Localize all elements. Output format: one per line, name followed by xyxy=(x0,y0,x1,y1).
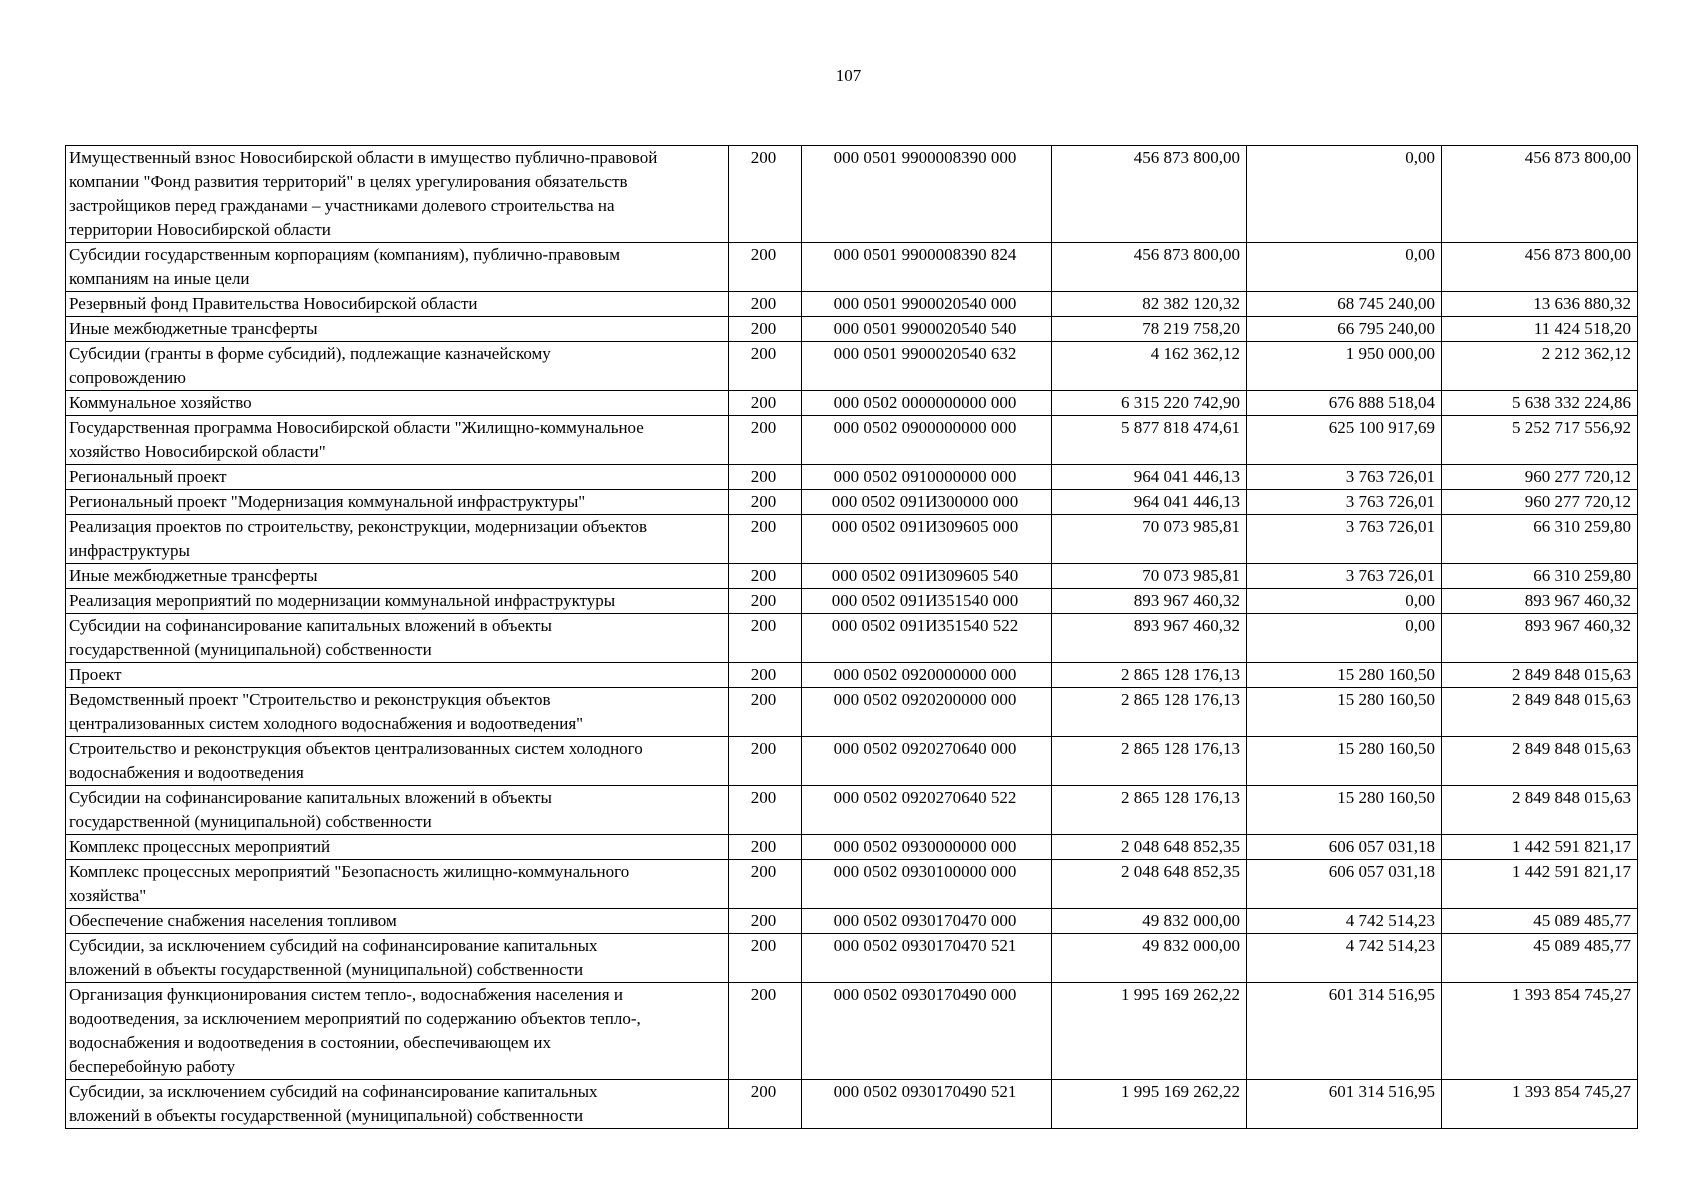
row-kbk-cell: 000 0502 0910000000 000 xyxy=(802,465,1052,490)
row-name-cell: Региональный проект "Модернизация коммунальной инфраструктуры" xyxy=(66,490,729,515)
row-kbk-cell: 000 0501 9900020540 000 xyxy=(802,292,1052,317)
table-row xyxy=(66,292,1638,317)
row-code-cell: 200 xyxy=(729,416,802,465)
row-executed-cell: 0,00 xyxy=(1247,243,1442,292)
row-executed-cell: 676 888 518,04 xyxy=(1247,391,1442,416)
row-amount-cell: 78 219 758,20 xyxy=(1052,317,1247,342)
row-code-cell: 200 xyxy=(729,465,802,490)
table-row xyxy=(66,909,1638,934)
row-name-cell: Комплекс процессных мероприятий xyxy=(66,835,729,860)
row-kbk-cell: 000 0501 9900008390 824 xyxy=(802,243,1052,292)
row-executed-cell: 3 763 726,01 xyxy=(1247,465,1442,490)
row-executed-cell: 625 100 917,69 xyxy=(1247,416,1442,465)
row-code-cell: 200 xyxy=(729,786,802,835)
row-amount-cell: 2 865 128 176,13 xyxy=(1052,786,1247,835)
table-row xyxy=(66,786,1638,835)
row-executed-cell: 15 280 160,50 xyxy=(1247,688,1442,737)
row-amount-cell: 4 162 362,12 xyxy=(1052,342,1247,391)
table-row xyxy=(66,835,1638,860)
table-row xyxy=(66,688,1638,737)
row-name-cell: Ведомственный проект "Строительство и реконструкция объектов централизованных систем холодного водоснабжения и водоотведения" xyxy=(66,688,729,737)
budget-table-body xyxy=(66,146,1638,1129)
table-row xyxy=(66,860,1638,909)
row-name-cell: Иные межбюджетные трансферты xyxy=(66,317,729,342)
row-kbk-cell: 000 0502 0920200000 000 xyxy=(802,688,1052,737)
row-code-cell: 200 xyxy=(729,860,802,909)
row-code-cell: 200 xyxy=(729,737,802,786)
row-kbk-cell: 000 0501 9900020540 632 xyxy=(802,342,1052,391)
table-row xyxy=(66,243,1638,292)
row-kbk-cell: 000 0502 0930170490 000 xyxy=(802,983,1052,1080)
row-remaining-cell: 5 638 332 224,86 xyxy=(1442,391,1638,416)
row-executed-cell: 601 314 516,95 xyxy=(1247,1080,1442,1129)
row-executed-cell: 4 742 514,23 xyxy=(1247,909,1442,934)
row-code-cell: 200 xyxy=(729,243,802,292)
table-row xyxy=(66,317,1638,342)
row-name-cell: Строительство и реконструкция объектов централизованных систем холодного водоснабжения и водоотведения xyxy=(66,737,729,786)
row-kbk-cell: 000 0502 091И351540 522 xyxy=(802,614,1052,663)
row-name-cell: Коммунальное хозяйство xyxy=(66,391,729,416)
row-executed-cell: 0,00 xyxy=(1247,146,1442,243)
row-code-cell: 200 xyxy=(729,614,802,663)
row-executed-cell: 4 742 514,23 xyxy=(1247,934,1442,983)
row-code-cell: 200 xyxy=(729,564,802,589)
table-row xyxy=(66,416,1638,465)
row-amount-cell: 6 315 220 742,90 xyxy=(1052,391,1247,416)
table-row xyxy=(66,934,1638,983)
row-amount-cell: 456 873 800,00 xyxy=(1052,243,1247,292)
row-name-cell: Субсидии, за исключением субсидий на софинансирование капитальных вложений в объекты государственной (муниципальной) собственности xyxy=(66,1080,729,1129)
row-remaining-cell: 2 212 362,12 xyxy=(1442,342,1638,391)
table-row xyxy=(66,663,1638,688)
row-amount-cell: 2 865 128 176,13 xyxy=(1052,737,1247,786)
row-name-cell: Комплекс процессных мероприятий "Безопасность жилищно-коммунального хозяйства" xyxy=(66,860,729,909)
row-kbk-cell: 000 0501 9900020540 540 xyxy=(802,317,1052,342)
row-name-cell: Резервный фонд Правительства Новосибирской области xyxy=(66,292,729,317)
table-row xyxy=(66,737,1638,786)
row-kbk-cell: 000 0501 9900008390 000 xyxy=(802,146,1052,243)
row-remaining-cell: 2 849 848 015,63 xyxy=(1442,737,1638,786)
row-name-cell: Организация функционирования систем тепло-, водоснабжения населения и водоотведения, за исключением мероприятий по содержанию объектов тепло-, водоснабжения и водоотведения в состоянии, обеспечивающем их бесперебойную работу xyxy=(66,983,729,1080)
row-amount-cell: 2 048 648 852,35 xyxy=(1052,860,1247,909)
row-amount-cell: 2 865 128 176,13 xyxy=(1052,663,1247,688)
row-name-cell: Имущественный взнос Новосибирской области в имущество публично-правовой компании "Фонд развития территорий" в целях урегулирования обязательств застройщиков перед гражданами – участниками долевого строительства на территории Новосибирской области xyxy=(66,146,729,243)
row-executed-cell: 3 763 726,01 xyxy=(1247,564,1442,589)
table-row xyxy=(66,465,1638,490)
row-executed-cell: 68 745 240,00 xyxy=(1247,292,1442,317)
row-amount-cell: 82 382 120,32 xyxy=(1052,292,1247,317)
row-remaining-cell: 960 277 720,12 xyxy=(1442,490,1638,515)
row-remaining-cell: 2 849 848 015,63 xyxy=(1442,663,1638,688)
row-remaining-cell: 45 089 485,77 xyxy=(1442,934,1638,983)
row-executed-cell: 1 950 000,00 xyxy=(1247,342,1442,391)
table-row xyxy=(66,983,1638,1080)
row-amount-cell: 5 877 818 474,61 xyxy=(1052,416,1247,465)
row-kbk-cell: 000 0502 0930170490 521 xyxy=(802,1080,1052,1129)
row-code-cell: 200 xyxy=(729,835,802,860)
row-executed-cell: 3 763 726,01 xyxy=(1247,490,1442,515)
row-code-cell: 200 xyxy=(729,663,802,688)
row-name-cell: Региональный проект xyxy=(66,465,729,490)
row-kbk-cell: 000 0502 0930170470 000 xyxy=(802,909,1052,934)
budget-table xyxy=(65,145,1638,1129)
row-code-cell: 200 xyxy=(729,909,802,934)
row-executed-cell: 15 280 160,50 xyxy=(1247,663,1442,688)
row-amount-cell: 1 995 169 262,22 xyxy=(1052,983,1247,1080)
row-code-cell: 200 xyxy=(729,934,802,983)
row-remaining-cell: 45 089 485,77 xyxy=(1442,909,1638,934)
row-name-cell: Обеспечение снабжения населения топливом xyxy=(66,909,729,934)
row-name-cell: Проект xyxy=(66,663,729,688)
row-executed-cell: 0,00 xyxy=(1247,589,1442,614)
row-remaining-cell: 2 849 848 015,63 xyxy=(1442,688,1638,737)
table-row xyxy=(66,490,1638,515)
row-remaining-cell: 456 873 800,00 xyxy=(1442,243,1638,292)
row-kbk-cell: 000 0502 0920270640 000 xyxy=(802,737,1052,786)
row-name-cell: Субсидии государственным корпорациям (компаниям), публично-правовым компаниям на иные цели xyxy=(66,243,729,292)
row-code-cell: 200 xyxy=(729,1080,802,1129)
row-executed-cell: 601 314 516,95 xyxy=(1247,983,1442,1080)
row-code-cell: 200 xyxy=(729,342,802,391)
row-remaining-cell: 66 310 259,80 xyxy=(1442,564,1638,589)
row-remaining-cell: 1 442 591 821,17 xyxy=(1442,860,1638,909)
table-row xyxy=(66,614,1638,663)
row-name-cell: Субсидии на софинансирование капитальных вложений в объекты государственной (муниципальной) собственности xyxy=(66,786,729,835)
row-code-cell: 200 xyxy=(729,490,802,515)
row-kbk-cell: 000 0502 091И309605 000 xyxy=(802,515,1052,564)
row-executed-cell: 66 795 240,00 xyxy=(1247,317,1442,342)
row-code-cell: 200 xyxy=(729,589,802,614)
row-kbk-cell: 000 0502 0920270640 522 xyxy=(802,786,1052,835)
row-kbk-cell: 000 0502 0930000000 000 xyxy=(802,835,1052,860)
row-code-cell: 200 xyxy=(729,983,802,1080)
row-executed-cell: 3 763 726,01 xyxy=(1247,515,1442,564)
row-name-cell: Реализация проектов по строительству, реконструкции, модернизации объектов инфраструктуры xyxy=(66,515,729,564)
row-kbk-cell: 000 0502 091И300000 000 xyxy=(802,490,1052,515)
page-number: 107 xyxy=(835,66,862,85)
row-name-cell: Субсидии (гранты в форме субсидий), подлежащие казначейскому сопровождению xyxy=(66,342,729,391)
row-remaining-cell: 1 393 854 745,27 xyxy=(1442,1080,1638,1129)
row-amount-cell: 964 041 446,13 xyxy=(1052,465,1247,490)
row-executed-cell: 606 057 031,18 xyxy=(1247,860,1442,909)
row-amount-cell: 456 873 800,00 xyxy=(1052,146,1247,243)
row-amount-cell: 70 073 985,81 xyxy=(1052,564,1247,589)
row-amount-cell: 1 995 169 262,22 xyxy=(1052,1080,1247,1129)
row-remaining-cell: 13 636 880,32 xyxy=(1442,292,1638,317)
row-remaining-cell: 11 424 518,20 xyxy=(1442,317,1638,342)
row-remaining-cell: 1 393 854 745,27 xyxy=(1442,983,1638,1080)
row-amount-cell: 893 967 460,32 xyxy=(1052,589,1247,614)
row-amount-cell: 893 967 460,32 xyxy=(1052,614,1247,663)
row-code-cell: 200 xyxy=(729,515,802,564)
row-amount-cell: 49 832 000,00 xyxy=(1052,909,1247,934)
table-row xyxy=(66,146,1638,243)
row-amount-cell: 2 048 648 852,35 xyxy=(1052,835,1247,860)
row-remaining-cell: 66 310 259,80 xyxy=(1442,515,1638,564)
row-code-cell: 200 xyxy=(729,292,802,317)
row-kbk-cell: 000 0502 0930170470 521 xyxy=(802,934,1052,983)
row-code-cell: 200 xyxy=(729,317,802,342)
row-name-cell: Субсидии на софинансирование капитальных вложений в объекты государственной (муниципальной) собственности xyxy=(66,614,729,663)
row-kbk-cell: 000 0502 0930100000 000 xyxy=(802,860,1052,909)
row-kbk-cell: 000 0502 091И351540 000 xyxy=(802,589,1052,614)
row-remaining-cell: 893 967 460,32 xyxy=(1442,589,1638,614)
row-remaining-cell: 893 967 460,32 xyxy=(1442,614,1638,663)
row-amount-cell: 70 073 985,81 xyxy=(1052,515,1247,564)
row-kbk-cell: 000 0502 091И309605 540 xyxy=(802,564,1052,589)
table-row xyxy=(66,515,1638,564)
row-executed-cell: 606 057 031,18 xyxy=(1247,835,1442,860)
row-amount-cell: 49 832 000,00 xyxy=(1052,934,1247,983)
row-kbk-cell: 000 0502 0000000000 000 xyxy=(802,391,1052,416)
table-row xyxy=(66,391,1638,416)
row-executed-cell: 15 280 160,50 xyxy=(1247,786,1442,835)
row-name-cell: Реализация мероприятий по модернизации коммунальной инфраструктуры xyxy=(66,589,729,614)
table-row xyxy=(66,342,1638,391)
row-executed-cell: 0,00 xyxy=(1247,614,1442,663)
row-remaining-cell: 456 873 800,00 xyxy=(1442,146,1638,243)
table-row xyxy=(66,589,1638,614)
row-name-cell: Иные межбюджетные трансферты xyxy=(66,564,729,589)
row-amount-cell: 2 865 128 176,13 xyxy=(1052,688,1247,737)
row-executed-cell: 15 280 160,50 xyxy=(1247,737,1442,786)
row-name-cell: Государственная программа Новосибирской области "Жилищно-коммунальное хозяйство Новосибирской области" xyxy=(66,416,729,465)
row-remaining-cell: 2 849 848 015,63 xyxy=(1442,786,1638,835)
row-code-cell: 200 xyxy=(729,391,802,416)
row-name-cell: Субсидии, за исключением субсидий на софинансирование капитальных вложений в объекты государственной (муниципальной) собственности xyxy=(66,934,729,983)
row-remaining-cell: 960 277 720,12 xyxy=(1442,465,1638,490)
row-kbk-cell: 000 0502 0920000000 000 xyxy=(802,663,1052,688)
row-remaining-cell: 5 252 717 556,92 xyxy=(1442,416,1638,465)
row-code-cell: 200 xyxy=(729,146,802,243)
row-amount-cell: 964 041 446,13 xyxy=(1052,490,1247,515)
row-code-cell: 200 xyxy=(729,688,802,737)
table-row xyxy=(66,564,1638,589)
row-kbk-cell: 000 0502 0900000000 000 xyxy=(802,416,1052,465)
row-remaining-cell: 1 442 591 821,17 xyxy=(1442,835,1638,860)
table-row xyxy=(66,1080,1638,1129)
